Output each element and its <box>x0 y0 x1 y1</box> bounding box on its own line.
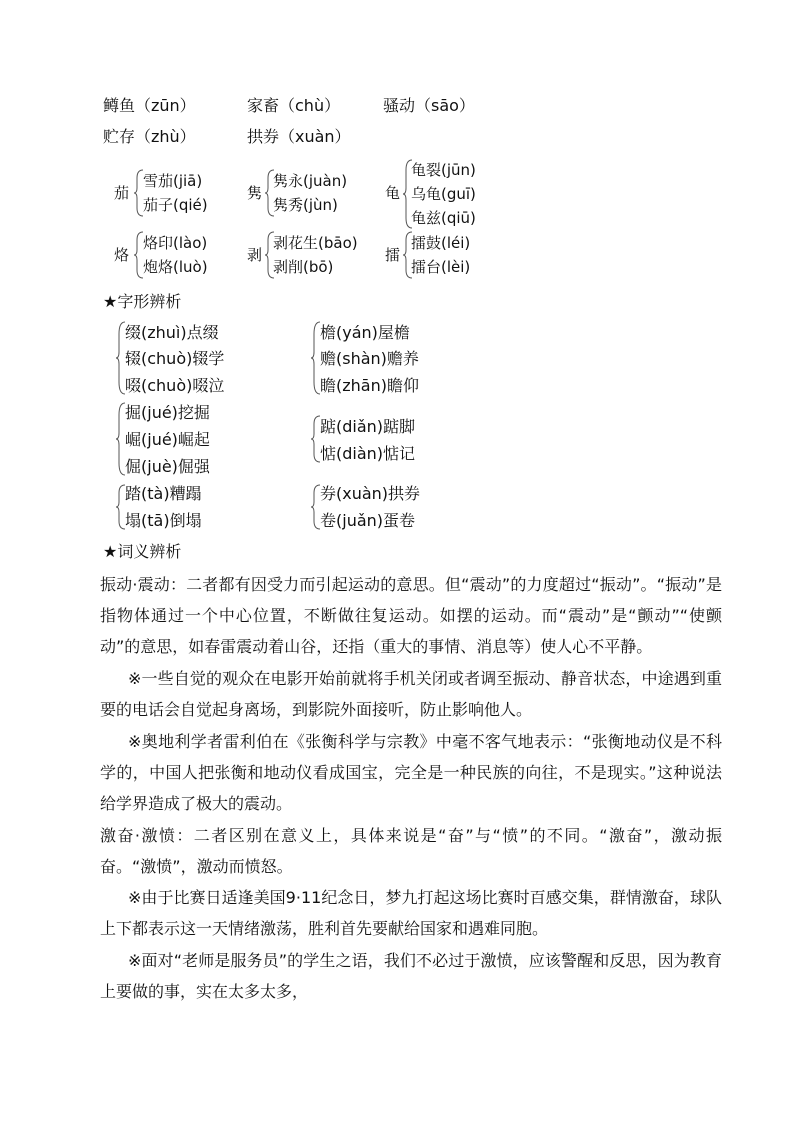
polyphone-reading: 剥花生(bāo) <box>273 234 358 252</box>
glyph-item: 倔(juè)倔强 <box>125 457 210 476</box>
polyphone-char: 烙 <box>114 246 130 264</box>
glyph-item: 啜(chuò)啜泣 <box>125 376 225 395</box>
polyphone-reading: 茄子(qié) <box>143 196 208 214</box>
section-heading-meaning: ★词义辨析 <box>103 542 182 561</box>
paragraph: 振动·震动：二者都有因受力而引起运动的意思。但“震动”的力度超过“振动”。“振动”是指物体通过一个中心位置，不断做往复运动。如摆的运动。而“震动”是“颤动”“使颤动”的意思，如春雷震动着山谷，还指（重大的事情、消息等）使人心不平静。 <box>100 575 722 656</box>
polyphone-reading: 隽秀(jùn) <box>273 196 338 214</box>
pinyin-word: 鳟鱼（zūn） <box>103 96 196 115</box>
glyph-item: 塌(tā)倒塌 <box>125 511 202 530</box>
polyphone-char: 剥 <box>247 246 263 264</box>
glyph-item: 券(xuàn)拱券 <box>320 484 421 503</box>
glyph-item: 檐(yán)屋檐 <box>320 323 410 342</box>
polyphone-reading: 龟兹(qiū) <box>411 209 476 227</box>
glyph-item: 踮(diǎn)踮脚 <box>320 417 416 436</box>
glyph-item: 掘(jué)挖掘 <box>125 403 210 422</box>
glyph-item: 瞻(zhān)瞻仰 <box>320 376 419 395</box>
polyphone-reading: 擂鼓(léi) <box>411 234 471 252</box>
glyph-item: 缀(zhuì)点缀 <box>125 323 219 342</box>
section-heading-glyph: ★字形辨析 <box>103 292 182 311</box>
paragraph: ※面对“老师是服务员”的学生之语，我们不必过于激愤，应该警醒和反思，因为教育上要做的事，实在太多太多， <box>100 951 722 1001</box>
glyph-item: 踏(tà)糟蹋 <box>125 484 202 503</box>
paragraph: ※一些自觉的观众在电影开始前就将手机关闭或者调至振动、静音状态，中途遇到重要的电话会自觉起身离场，到影院外面接听，防止影响他人。 <box>100 669 722 719</box>
polyphone-reading: 擂台(lèi) <box>411 258 471 276</box>
polyphone-reading: 龟裂(jūn) <box>411 161 476 179</box>
pinyin-word: 家畜（chù） <box>247 96 341 115</box>
polyphone-reading: 雪茄(jiā) <box>143 172 203 190</box>
glyph-item: 辍(chuò)辍学 <box>125 349 225 368</box>
polyphone-char: 隽 <box>247 184 263 202</box>
polyphone-char: 擂 <box>385 246 401 264</box>
pinyin-word: 拱券（xuàn） <box>247 127 351 146</box>
polyphone-char: 龟 <box>385 184 401 202</box>
polyphone-reading: 剥削(bō) <box>273 258 334 276</box>
glyph-item: 崛(jué)崛起 <box>125 430 210 449</box>
glyph-item: 惦(diàn)惦记 <box>320 444 416 463</box>
polyphone-reading: 隽永(juàn) <box>273 172 348 190</box>
paragraph: 激奋·激愤：二者区别在意义上，具体来说是“奋”与“愤”的不同。“激奋”，激动振奋。“激愤”，激动而愤怒。 <box>100 826 722 876</box>
polyphone-reading: 乌龟(guī) <box>411 185 476 203</box>
paragraph: ※奥地利学者雷利伯在《张衡科学与宗教》中毫不客气地表示：“张衡地动仪是不科学的，中国人把张衡和地动仪看成国宝，完全是一种民族的向往，不是现实。”这种说法给学界造成了极大的震动。 <box>100 732 722 813</box>
paragraph: ※由于比赛日适逢美国9·11纪念日，梦九打起这场比赛时百感交集，群情激奋，球队上下都表示这一天情绪激荡，胜利首先要献给国家和遇难同胞。 <box>100 888 722 938</box>
pinyin-word: 贮存（zhù） <box>103 127 196 146</box>
glyph-item: 赡(shàn)赡养 <box>320 349 419 368</box>
polyphone-reading: 烙印(lào) <box>143 234 208 252</box>
glyph-item: 卷(juǎn)蛋卷 <box>320 511 416 530</box>
pinyin-word: 骚动（sāo） <box>383 96 475 115</box>
polyphone-reading: 炮烙(luò) <box>143 258 208 276</box>
polyphone-char: 茄 <box>114 184 130 202</box>
